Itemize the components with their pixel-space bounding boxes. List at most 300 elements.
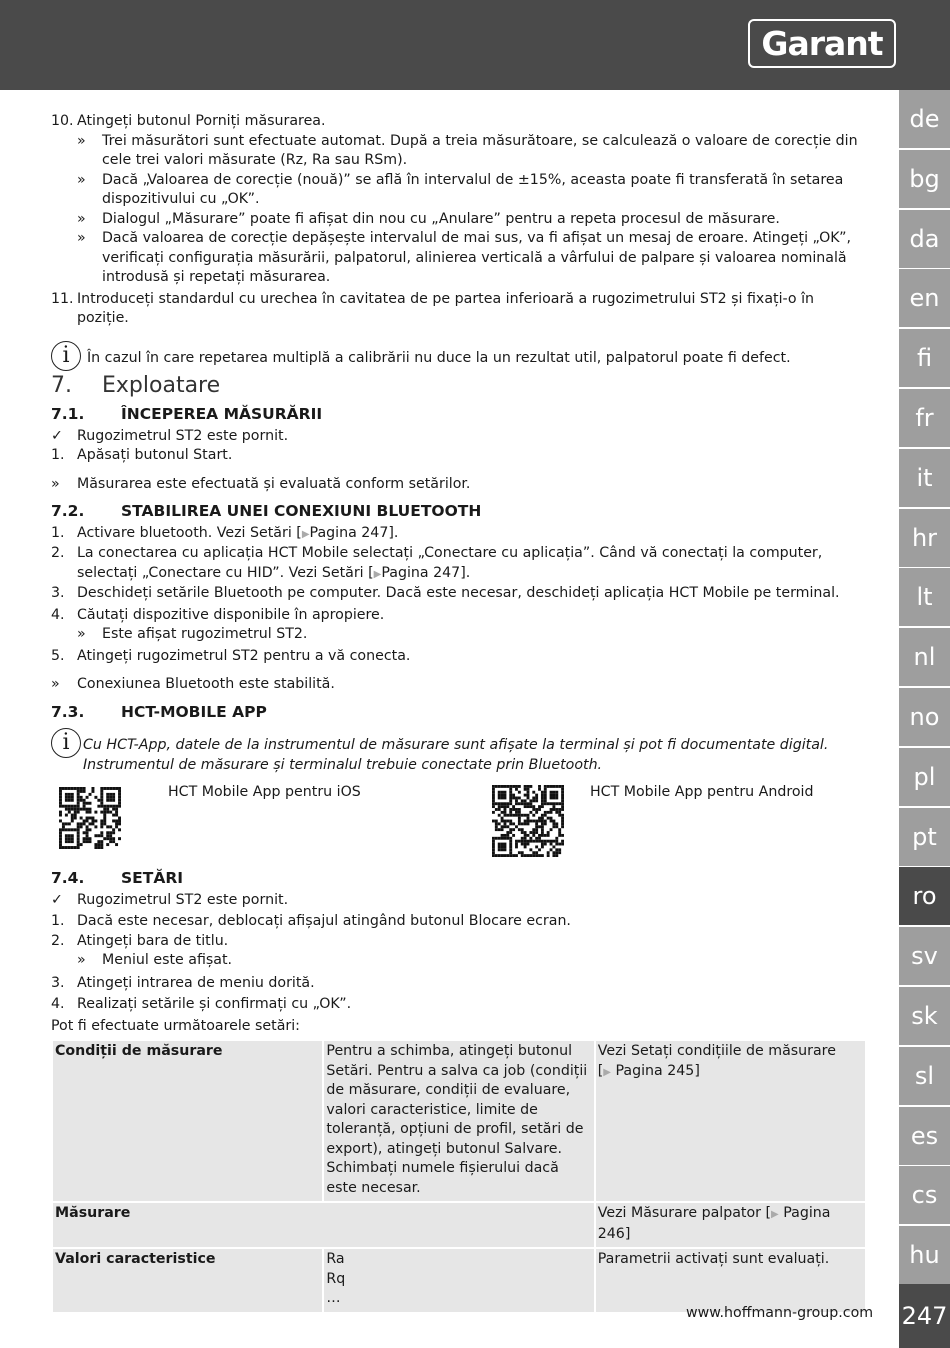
info-icon: i xyxy=(51,728,81,758)
qr-module xyxy=(561,785,564,788)
qr-module xyxy=(91,819,94,822)
qr-module xyxy=(495,825,498,828)
step: 2. La conectarea cu aplicația HCT Mobile selectați „Conectare cu aplicația”. Când vă conectați la computer, selectați „Conectare cu HID”. Vezi Setări [▶Pagina 247]. xyxy=(51,545,823,581)
qr-module xyxy=(524,805,527,808)
qr-module xyxy=(59,799,62,802)
qr-module xyxy=(538,817,541,820)
qr-module xyxy=(504,843,507,846)
qr-module xyxy=(71,808,74,811)
page-link[interactable]: Pagina 245 xyxy=(615,1062,695,1079)
qr-module xyxy=(86,834,89,837)
qr-module xyxy=(538,840,541,843)
qr-module xyxy=(59,790,62,793)
qr-module xyxy=(535,851,538,854)
qr-module xyxy=(80,787,83,790)
qr-module xyxy=(527,822,530,825)
language-tab-fi[interactable]: fi xyxy=(899,329,950,387)
qr-module xyxy=(515,843,518,846)
qr-module xyxy=(544,820,547,823)
qr-module xyxy=(118,793,121,796)
qr-module xyxy=(529,802,532,805)
qr-code-android[interactable] xyxy=(492,785,564,857)
qr-module xyxy=(527,794,530,797)
qr-module xyxy=(552,854,555,857)
qr-module xyxy=(77,822,80,825)
qr-module xyxy=(506,820,509,823)
qr-module xyxy=(521,837,524,840)
qr-module xyxy=(59,846,62,849)
language-tab-sv[interactable]: sv xyxy=(899,927,950,985)
qr-module xyxy=(77,793,80,796)
qr-module xyxy=(94,811,97,814)
qr-module xyxy=(509,797,512,800)
qr-module xyxy=(509,822,512,825)
qr-module xyxy=(492,851,495,854)
qr-module xyxy=(71,787,74,790)
language-tab-da[interactable]: da xyxy=(899,210,950,268)
qr-module xyxy=(118,837,121,840)
qr-module xyxy=(529,799,532,802)
qr-module xyxy=(80,808,83,811)
qr-module xyxy=(547,802,550,805)
qr-module xyxy=(59,802,62,805)
qr-module xyxy=(62,805,65,808)
qr-module xyxy=(100,822,103,825)
qr-module xyxy=(74,846,77,849)
qr-module xyxy=(561,808,564,811)
language-tab-es[interactable]: es xyxy=(899,1107,950,1165)
precondition: ✓ Rugozimetrul ST2 este pornit. xyxy=(51,891,869,911)
qr-module xyxy=(109,796,112,799)
qr-module xyxy=(509,811,512,814)
qr-module xyxy=(561,843,564,846)
page-content xyxy=(51,112,869,1314)
result-item: » Măsurarea este efectuată și evaluată conform setărilor. xyxy=(51,475,471,492)
qr-module xyxy=(547,840,550,843)
qr-module xyxy=(518,785,521,788)
qr-module xyxy=(555,794,558,797)
qr-module xyxy=(112,831,115,834)
language-tab-sl[interactable]: sl xyxy=(899,1047,950,1105)
qr-module xyxy=(77,828,80,831)
qr-module xyxy=(527,843,530,846)
qr-module xyxy=(492,840,495,843)
qr-module xyxy=(65,796,68,799)
qr-module xyxy=(68,846,71,849)
qr-module xyxy=(492,854,495,857)
footer-url[interactable]: www.hoffmann-group.com xyxy=(686,1305,874,1321)
qr-module xyxy=(555,848,558,851)
qr-module xyxy=(532,831,535,834)
result-item: » Dacă „Valoarea de corecție (nouă)” se află în intervalul de ±15%, aceasta poate fi transferată în setarea dispozitivului cu „OK”. xyxy=(77,171,844,207)
language-tab-bg[interactable]: bg xyxy=(899,150,950,208)
qr-module xyxy=(71,793,74,796)
qr-module xyxy=(89,822,92,825)
qr-module xyxy=(91,822,94,825)
qr-module xyxy=(509,854,512,857)
qr-module xyxy=(555,808,558,811)
qr-module xyxy=(68,828,71,831)
qr-module xyxy=(71,805,74,808)
qr-module xyxy=(112,787,115,790)
qr-module xyxy=(550,791,553,794)
qr-module xyxy=(524,837,527,840)
qr-module xyxy=(509,791,512,794)
qr-module xyxy=(535,831,538,834)
qr-module xyxy=(544,799,547,802)
check-icon: ✓ xyxy=(51,891,63,908)
qr-module xyxy=(518,811,521,814)
qr-module xyxy=(527,854,530,857)
qr-module xyxy=(521,851,524,854)
qr-module xyxy=(532,854,535,857)
qr-module xyxy=(71,846,74,849)
qr-module xyxy=(83,831,86,834)
language-tab-de[interactable]: de xyxy=(899,90,950,148)
qr-module xyxy=(83,787,86,790)
qr-module xyxy=(541,794,544,797)
language-tab-nl[interactable]: nl xyxy=(899,628,950,686)
qr-module xyxy=(538,848,541,851)
qr-module xyxy=(109,787,112,790)
qr-module xyxy=(561,791,564,794)
qr-module xyxy=(527,834,530,837)
qr-module xyxy=(504,837,507,840)
qr-module xyxy=(552,797,555,800)
qr-module xyxy=(504,791,507,794)
table-cell: Condiții de măsurare xyxy=(52,1040,323,1202)
qr-module xyxy=(541,797,544,800)
page-number: 247 xyxy=(899,1284,950,1348)
qr-module xyxy=(561,788,564,791)
qr-module xyxy=(529,831,532,834)
qr-module xyxy=(68,822,71,825)
qr-module xyxy=(552,808,555,811)
qr-module xyxy=(86,828,89,831)
qr-module xyxy=(561,840,564,843)
qr-module xyxy=(541,799,544,802)
qr-module xyxy=(541,802,544,805)
qr-module xyxy=(535,808,538,811)
qr-module xyxy=(501,794,504,797)
qr-module xyxy=(506,854,509,857)
qr-module xyxy=(86,840,89,843)
qr-module xyxy=(541,840,544,843)
subsection-heading-7-3: 7.3. HCT-MOBILE APP xyxy=(51,702,267,721)
qr-module xyxy=(512,822,515,825)
qr-module xyxy=(86,837,89,840)
qr-module xyxy=(65,846,68,849)
qr-module xyxy=(506,805,509,808)
qr-module xyxy=(512,794,515,797)
qr-module xyxy=(561,799,564,802)
qr-module xyxy=(555,837,558,840)
qr-module xyxy=(118,817,121,820)
qr-module xyxy=(547,851,550,854)
qr-module xyxy=(558,808,561,811)
qr-module xyxy=(552,794,555,797)
qr-module xyxy=(115,808,118,811)
qr-module xyxy=(492,802,495,805)
ios-app-label: HCT Mobile App pentru iOS xyxy=(168,784,361,800)
qr-module xyxy=(524,802,527,805)
qr-module xyxy=(521,802,524,805)
qr-module xyxy=(59,831,62,834)
qr-module xyxy=(498,837,501,840)
qr-module xyxy=(515,785,518,788)
qr-module xyxy=(100,787,103,790)
language-tab-it[interactable]: it xyxy=(899,449,950,507)
qr-module xyxy=(492,811,495,814)
qr-module xyxy=(65,808,68,811)
qr-module xyxy=(498,828,501,831)
qr-module xyxy=(561,814,564,817)
qr-module xyxy=(501,785,504,788)
language-tab-no[interactable]: no xyxy=(899,688,950,746)
precondition: ✓ Rugozimetrul ST2 este pornit. xyxy=(51,427,869,447)
qr-module xyxy=(118,802,121,805)
qr-module xyxy=(518,820,521,823)
qr-module xyxy=(492,805,495,808)
qr-module xyxy=(83,837,86,840)
language-tabs xyxy=(899,90,950,1286)
language-tab-pl[interactable]: pl xyxy=(899,748,950,806)
qr-module xyxy=(521,799,524,802)
language-tab-hr[interactable]: hr xyxy=(899,509,950,567)
qr-module xyxy=(112,793,115,796)
qr-module xyxy=(550,797,553,800)
qr-module xyxy=(68,787,71,790)
qr-module xyxy=(512,805,515,808)
qr-module xyxy=(68,796,71,799)
qr-module xyxy=(504,845,507,848)
language-tab-pt[interactable]: pt xyxy=(899,808,950,866)
page-link[interactable]: Pagina 247 xyxy=(381,564,461,581)
qr-module xyxy=(550,817,553,820)
qr-module xyxy=(106,787,109,790)
qr-module xyxy=(106,799,109,802)
qr-module xyxy=(89,802,92,805)
qr-module xyxy=(100,825,103,828)
qr-module xyxy=(515,814,518,817)
qr-module xyxy=(512,828,515,831)
qr-module xyxy=(509,837,512,840)
language-tab-en[interactable]: en xyxy=(899,269,950,327)
qr-module xyxy=(524,822,527,825)
qr-module xyxy=(498,854,501,857)
qr-module xyxy=(68,834,71,837)
qr-module xyxy=(77,790,80,793)
page-link[interactable]: Pagina 247 xyxy=(309,524,389,541)
qr-module xyxy=(83,822,86,825)
qr-module xyxy=(527,788,530,791)
qr-module xyxy=(103,822,106,825)
qr-module xyxy=(506,834,509,837)
qr-module xyxy=(547,817,550,820)
qr-module xyxy=(555,785,558,788)
qr-module xyxy=(68,811,71,814)
qr-module xyxy=(515,802,518,805)
arrow-icon: ▶ xyxy=(373,568,382,580)
qr-module xyxy=(524,834,527,837)
qr-module xyxy=(518,851,521,854)
qr-module xyxy=(552,785,555,788)
qr-module xyxy=(524,854,527,857)
info-note: i În cazul în care repetarea multiplă a calibrării nu duce la un rezultat util, palpatorul poate fi defect. xyxy=(51,349,869,369)
qr-module xyxy=(515,825,518,828)
qr-module xyxy=(552,851,555,854)
qr-module xyxy=(100,819,103,822)
qr-module xyxy=(561,817,564,820)
qr-module xyxy=(535,811,538,814)
qr-module xyxy=(100,846,103,849)
qr-module xyxy=(77,825,80,828)
qr-module xyxy=(544,794,547,797)
qr-module xyxy=(541,814,544,817)
qr-module xyxy=(71,819,74,822)
page-link[interactable]: Pagina 246 xyxy=(597,1205,831,1242)
language-tab-fr[interactable]: fr xyxy=(899,389,950,447)
qr-module xyxy=(524,785,527,788)
qr-module xyxy=(77,808,80,811)
qr-module xyxy=(561,794,564,797)
qr-module xyxy=(501,791,504,794)
qr-module xyxy=(504,811,507,814)
qr-module xyxy=(112,808,115,811)
qr-module xyxy=(535,794,538,797)
language-tab-hu[interactable]: hu xyxy=(899,1226,950,1284)
qr-module xyxy=(504,814,507,817)
qr-module xyxy=(532,820,535,823)
qr-module xyxy=(103,819,106,822)
qr-module xyxy=(555,797,558,800)
qr-module xyxy=(100,796,103,799)
qr-module xyxy=(515,797,518,800)
language-tab-sk[interactable]: sk xyxy=(899,987,950,1045)
qr-module xyxy=(83,808,86,811)
qr-module xyxy=(71,837,74,840)
qr-module xyxy=(535,828,538,831)
qr-module xyxy=(544,822,547,825)
qr-module xyxy=(71,796,74,799)
info-icon: i xyxy=(51,341,81,371)
qr-module xyxy=(538,820,541,823)
qr-module xyxy=(100,799,103,802)
qr-module xyxy=(89,793,92,796)
qr-module xyxy=(547,834,550,837)
qr-module xyxy=(106,825,109,828)
qr-module xyxy=(504,794,507,797)
qr-module xyxy=(504,825,507,828)
qr-module xyxy=(512,797,515,800)
qr-module xyxy=(68,799,71,802)
qr-module xyxy=(535,797,538,800)
qr-module xyxy=(86,831,89,834)
qr-module xyxy=(109,811,112,814)
qr-module xyxy=(518,840,521,843)
qr-module xyxy=(544,797,547,800)
qr-module xyxy=(529,811,532,814)
qr-module xyxy=(97,840,100,843)
qr-code-ios[interactable] xyxy=(59,787,121,849)
qr-module xyxy=(65,828,68,831)
qr-module xyxy=(109,799,112,802)
language-tab-lt[interactable]: lt xyxy=(899,568,950,626)
qr-module xyxy=(529,854,532,857)
result-item: » Dialogul „Măsurare” poate fi afișat din nou cu „Anulare” pentru a repeta procesul de măsurare. xyxy=(77,210,780,227)
subsection-heading-7-4: 7.4. SETĂRI xyxy=(51,869,184,887)
language-tab-cs[interactable]: cs xyxy=(899,1166,950,1224)
qr-module xyxy=(59,805,62,808)
qr-module xyxy=(538,788,541,791)
qr-module xyxy=(112,828,115,831)
qr-module xyxy=(71,828,74,831)
qr-module xyxy=(535,837,538,840)
qr-module xyxy=(89,828,92,831)
qr-module xyxy=(112,837,115,840)
qr-module xyxy=(495,820,498,823)
qr-module xyxy=(555,811,558,814)
qr-module xyxy=(86,817,89,820)
qr-module xyxy=(495,854,498,857)
language-tab-ro[interactable]: ro xyxy=(899,867,950,925)
qr-module xyxy=(492,799,495,802)
qr-module xyxy=(541,854,544,857)
step-number: 10. xyxy=(51,113,74,129)
qr-module xyxy=(106,843,109,846)
qr-module xyxy=(94,834,97,837)
table-cell: Vezi Setați condițiile de măsurare [▶ Pagina 245] xyxy=(595,1040,866,1202)
qr-module xyxy=(518,822,521,825)
qr-module xyxy=(498,791,501,794)
qr-module xyxy=(65,793,68,796)
qr-module xyxy=(118,790,121,793)
table-row xyxy=(52,1040,866,1202)
qr-module xyxy=(106,793,109,796)
qr-module xyxy=(515,845,518,848)
qr-module xyxy=(80,799,83,802)
qr-module xyxy=(109,840,112,843)
qr-module xyxy=(501,802,504,805)
qr-module xyxy=(561,822,564,825)
qr-module xyxy=(509,788,512,791)
qr-module xyxy=(529,837,532,840)
qr-module xyxy=(65,822,68,825)
qr-module xyxy=(59,811,62,814)
qr-module xyxy=(115,822,118,825)
qr-module xyxy=(509,840,512,843)
qr-module xyxy=(97,846,100,849)
qr-module xyxy=(492,791,495,794)
qr-module xyxy=(74,811,77,814)
qr-module xyxy=(97,843,100,846)
qr-module xyxy=(103,814,106,817)
qr-module xyxy=(541,834,544,837)
qr-module xyxy=(80,825,83,828)
qr-module xyxy=(68,805,71,808)
qr-module xyxy=(71,817,74,820)
qr-module xyxy=(495,837,498,840)
qr-module xyxy=(512,834,515,837)
qr-module xyxy=(558,851,561,854)
qr-module xyxy=(106,796,109,799)
qr-module xyxy=(512,785,515,788)
table-row xyxy=(52,1202,866,1248)
qr-module xyxy=(532,834,535,837)
qr-module xyxy=(538,837,541,840)
qr-module xyxy=(509,848,512,851)
qr-module xyxy=(115,805,118,808)
